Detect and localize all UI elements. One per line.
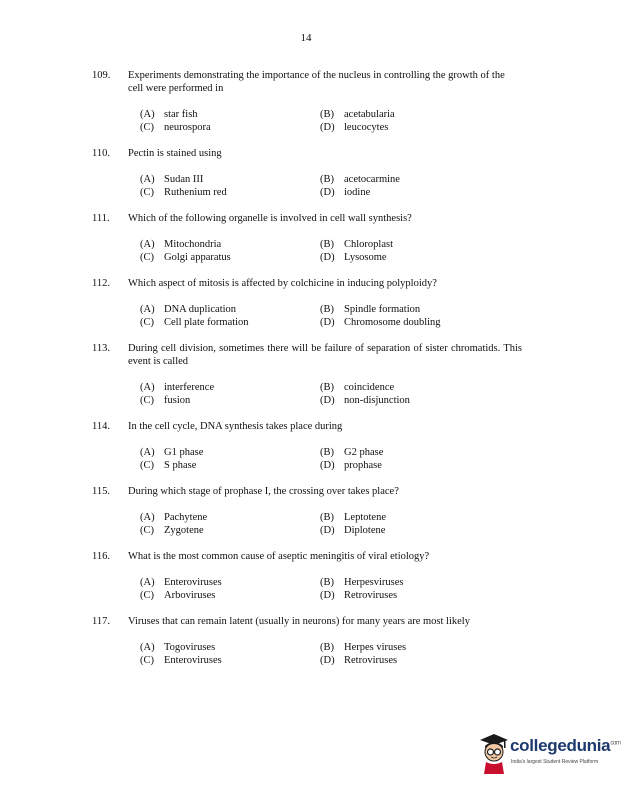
question-113 <box>92 342 522 368</box>
option-text: Togoviruses <box>164 642 216 653</box>
option-text: Ruthenium red <box>164 187 227 198</box>
option-text: interference <box>164 382 215 393</box>
option-d <box>320 121 388 134</box>
option-text: G2 phase <box>344 447 384 458</box>
option-label: (B) <box>320 304 334 315</box>
option-c <box>140 394 190 407</box>
option-c <box>140 524 204 537</box>
option-text: leucocytes <box>344 122 389 133</box>
option-label: (D) <box>320 525 335 536</box>
question-117 <box>92 615 522 628</box>
question-110 <box>92 147 522 160</box>
option-text: Mitochondria <box>164 239 222 250</box>
option-a <box>140 576 222 589</box>
question-number: 113. <box>92 343 110 354</box>
question-stem: Experiments demonstrating the importance of the nucleus in controlling the growth of the cell were performed in <box>128 70 505 94</box>
option-label: (D) <box>320 187 335 198</box>
option-text: Zygotene <box>164 525 204 536</box>
option-d <box>320 524 385 537</box>
question-stem: During which stage of prophase I, the crossing over takes place? <box>128 486 399 497</box>
logo-suffix: com <box>610 740 621 747</box>
option-text: prophase <box>344 460 382 471</box>
option-c <box>140 251 231 264</box>
option-b <box>320 446 383 459</box>
option-a <box>140 381 214 394</box>
option-text: Diplotene <box>344 525 386 536</box>
option-b <box>320 576 403 589</box>
option-text: acetocarmine <box>344 174 400 185</box>
question-number: 115. <box>92 486 110 497</box>
question-116 <box>92 550 522 563</box>
question-number: 110. <box>92 148 110 159</box>
option-label: (B) <box>320 577 334 588</box>
option-label: (C) <box>140 590 154 601</box>
option-label: (B) <box>320 382 334 393</box>
mascot-icon <box>478 730 510 776</box>
option-text: DNA duplication <box>164 304 237 315</box>
option-text: Sudan III <box>164 174 204 185</box>
question-stem: Viruses that can remain latent (usually in neurons) for many years are most likely <box>128 616 470 627</box>
option-d <box>320 316 441 329</box>
option-text: acetabularia <box>344 109 395 120</box>
option-text: Golgi apparatus <box>164 252 231 263</box>
question-stem: During cell division, sometimes there will be failure of separation of sister chromatids. This event is called <box>128 343 522 367</box>
option-d <box>320 459 382 472</box>
question-115 <box>92 485 522 498</box>
option-label: (C) <box>140 187 154 198</box>
option-text: fusion <box>164 395 191 406</box>
option-label: (C) <box>140 395 154 406</box>
option-label: (B) <box>320 642 334 653</box>
option-a <box>140 446 203 459</box>
question-stem: What is the most common cause of aseptic meningitis of viral etiology? <box>128 551 430 562</box>
question-114 <box>92 420 522 433</box>
option-label: (B) <box>320 239 334 250</box>
option-text: Enteroviruses <box>164 577 222 588</box>
option-c <box>140 589 215 602</box>
option-label: (B) <box>320 109 334 120</box>
option-text: Herpesviruses <box>344 577 404 588</box>
question-number: 111. <box>92 213 110 224</box>
option-a <box>140 303 236 316</box>
question-stem: Pectin is stained using <box>128 148 222 159</box>
question-number: 117. <box>92 616 110 627</box>
option-label: (A) <box>140 109 155 120</box>
option-text: Chromosome doubling <box>344 317 441 328</box>
question-number: 114. <box>92 421 110 432</box>
option-text: Cell plate formation <box>164 317 249 328</box>
question-stem: Which aspect of mitosis is affected by colchicine in inducing polyploidy? <box>128 278 437 289</box>
option-label: (D) <box>320 460 335 471</box>
option-c <box>140 654 222 667</box>
option-label: (A) <box>140 577 155 588</box>
question-stem: In the cell cycle, DNA synthesis takes place during <box>128 421 343 432</box>
option-b <box>320 511 386 524</box>
page-number: 14 <box>300 32 312 44</box>
option-d <box>320 394 410 407</box>
question-112 <box>92 277 522 290</box>
question-number: 112. <box>92 278 110 289</box>
collegedunia-logo <box>478 728 621 778</box>
option-text: Pachytene <box>164 512 208 523</box>
option-label: (C) <box>140 525 154 536</box>
option-label: (C) <box>140 460 154 471</box>
option-label: (D) <box>320 655 335 666</box>
option-label: (D) <box>320 395 335 406</box>
option-text: neurospora <box>164 122 211 133</box>
logo-text <box>510 736 621 756</box>
option-label: (D) <box>320 317 335 328</box>
option-label: (B) <box>320 512 334 523</box>
option-text: Enteroviruses <box>164 655 222 666</box>
option-text: Herpes viruses <box>344 642 407 653</box>
option-c <box>140 459 196 472</box>
question-stem: Which of the following organelle is involved in cell wall synthesis? <box>128 213 412 224</box>
question-number: 109. <box>92 70 111 81</box>
option-c <box>140 186 227 199</box>
question-109 <box>92 69 522 95</box>
option-label: (C) <box>140 317 154 328</box>
option-b <box>320 108 395 121</box>
option-label: (A) <box>140 174 155 185</box>
option-a <box>140 238 221 251</box>
option-c <box>140 316 249 329</box>
option-text: G1 phase <box>164 447 204 458</box>
option-d <box>320 251 387 264</box>
option-d <box>320 654 397 667</box>
option-text: Leptotene <box>344 512 386 523</box>
question-number: 116. <box>92 551 110 562</box>
option-label: (A) <box>140 239 155 250</box>
option-label: (D) <box>320 590 335 601</box>
option-label: (D) <box>320 252 335 263</box>
option-text: iodine <box>344 187 371 198</box>
option-label: (A) <box>140 642 155 653</box>
option-text: non-disjunction <box>344 395 410 406</box>
option-label: (C) <box>140 252 154 263</box>
option-b <box>320 641 406 654</box>
option-label: (A) <box>140 447 155 458</box>
logo-tagline: India's largest Student Review Platform <box>511 759 599 765</box>
option-label: (D) <box>320 122 335 133</box>
question-111 <box>92 212 522 225</box>
option-text: star fish <box>164 109 198 120</box>
option-label: (B) <box>320 174 334 185</box>
option-a <box>140 641 215 654</box>
option-label: (A) <box>140 304 155 315</box>
option-c <box>140 121 211 134</box>
option-b <box>320 238 393 251</box>
option-text: Chloroplast <box>344 239 393 250</box>
option-label: (B) <box>320 447 334 458</box>
logo-name: collegedunia <box>510 736 611 755</box>
option-b <box>320 381 394 394</box>
option-a <box>140 173 203 186</box>
option-a <box>140 108 198 121</box>
option-text: Arboviruses <box>164 590 216 601</box>
option-d <box>320 186 370 199</box>
option-label: (C) <box>140 122 154 133</box>
option-label: (A) <box>140 512 155 523</box>
option-text: Retroviruses <box>344 655 398 666</box>
option-text: coincidence <box>344 382 395 393</box>
option-text: S phase <box>164 460 197 471</box>
option-text: Lysosome <box>344 252 387 263</box>
option-b <box>320 303 420 316</box>
option-label: (A) <box>140 382 155 393</box>
option-d <box>320 589 397 602</box>
option-text: Spindle formation <box>344 304 421 315</box>
option-b <box>320 173 400 186</box>
option-text: Retroviruses <box>344 590 398 601</box>
option-a <box>140 511 207 524</box>
option-label: (C) <box>140 655 154 666</box>
